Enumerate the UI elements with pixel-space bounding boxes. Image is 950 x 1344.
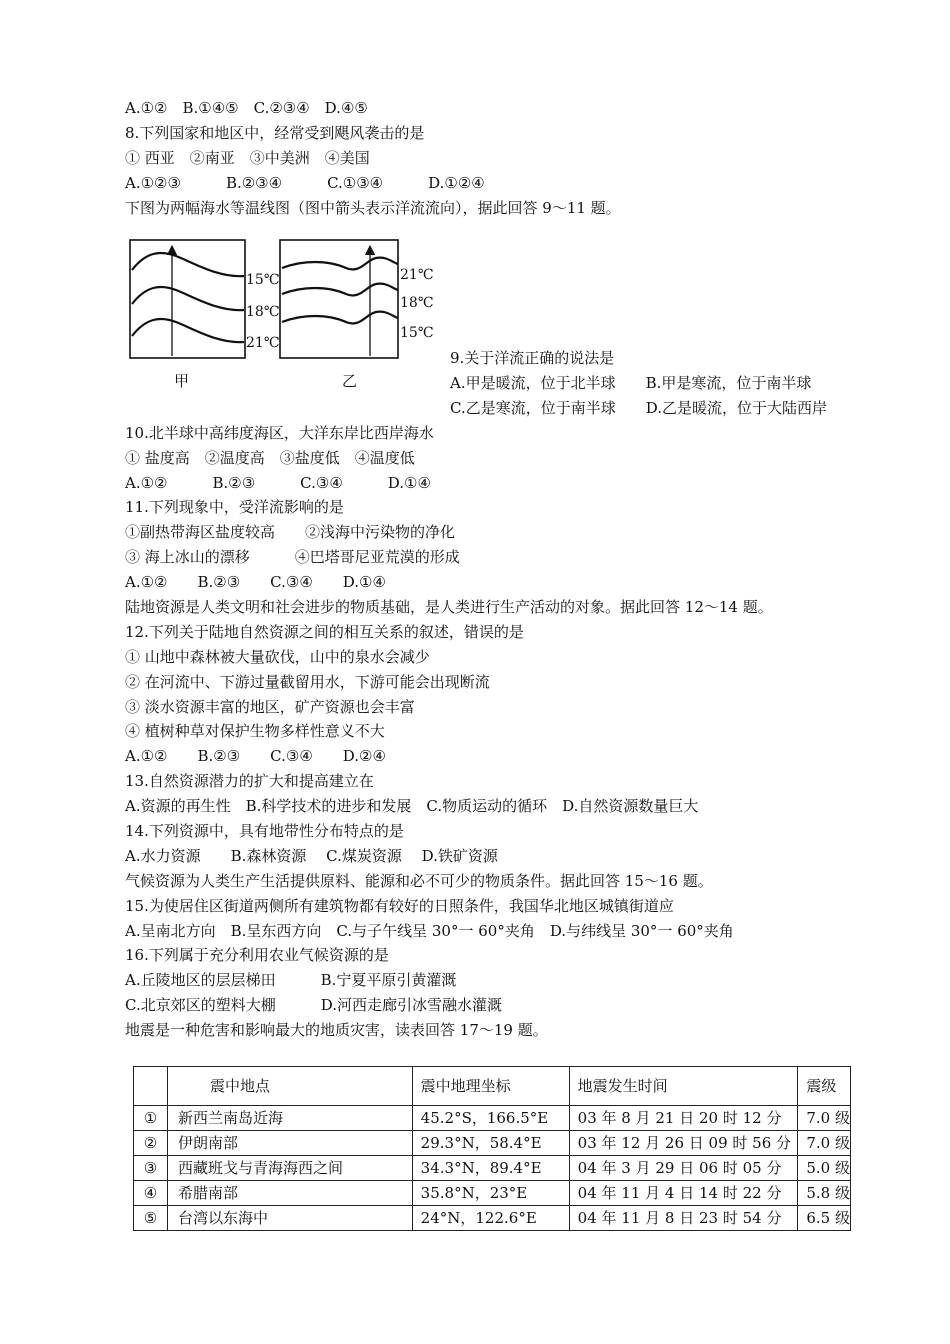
q11-stem: 11.下列现象中，受洋流影响的是 [125,498,344,516]
q10-items: ① 盐度高 ②温度高 ③盐度低 ④温度低 [125,449,415,467]
right-isotherm-label-2: 18℃ [400,295,434,311]
row-time: 03 年 12 月 26 日 09 时 56 分 [569,1131,798,1156]
row-coordinates: 35.8°N，23°E [412,1181,569,1206]
table-header-location: 震中地点 [168,1067,413,1106]
row-time: 03 年 8 月 21 日 20 时 12 分 [569,1106,798,1131]
q12-item-3: ③ 淡水资源丰富的地区，矿产资源也会丰富 [125,698,415,716]
left-figure-label: 甲 [174,372,190,390]
table-row [134,1181,851,1206]
q8-items: ① 西亚 ②南亚 ③中美洲 ④美国 [125,149,370,167]
left-isotherm-label-2: 18℃ [246,304,280,320]
row-magnitude: 5.0 级 [798,1156,851,1181]
table-header-time: 地震发生时间 [569,1067,798,1106]
row-magnitude: 5.8 级 [798,1181,851,1206]
q14-stem: 14.下列资源中，具有地带性分布特点的是 [125,822,404,840]
table-row [134,1206,851,1231]
row-magnitude: 6.5 级 [798,1206,851,1231]
right-isotherm-label-3: 15℃ [400,325,434,341]
left-isotherm-2 [132,287,244,310]
q8-options: A.①②③ B.②③④ C.①③④ D.①②④ [125,174,485,192]
row-index: ⑤ [134,1206,168,1231]
table-row [134,1106,851,1131]
q12-stem: 12.下列关于陆地自然资源之间的相互关系的叙述，错误的是 [125,623,524,641]
figure-intro: 下图为两幅海水等温线图（图中箭头表示洋流流向），据此回答 9～11 题。 [125,199,621,217]
row-coordinates: 24°N，122.6°E [412,1206,569,1231]
q11-options: A.①② B.②③ C.③④ D.①④ [125,573,386,591]
row-location: 西藏班戈与青海海西之间 [168,1156,413,1181]
row-location: 伊朗南部 [168,1131,413,1156]
table-row [134,1156,851,1181]
q12-item-1: ① 山地中森林被大量砍伐，山中的泉水会减少 [125,648,430,666]
q11-items-1: ①副热带海区盐度较高 ②浅海中污染物的净化 [125,523,456,541]
right-isotherm-1 [282,258,398,270]
right-isotherm-label-1: 21℃ [400,267,434,283]
q16-options-row1: A.丘陵地区的层层梯田 B.宁夏平原引黄灌溉 [125,971,457,989]
q7-options: A.①② B.①④⑤ C.②③④ D.④⑤ [125,99,368,117]
row-index: ② [134,1131,168,1156]
q12-item-4: ④ 植树种草对保护生物多样性意义不大 [125,722,385,740]
q12-item-2: ② 在河流中、下游过量截留用水，下游可能会出现断流 [125,673,490,691]
row-location: 台湾以东海中 [168,1206,413,1231]
left-isotherm-label-1: 15℃ [246,272,280,288]
row-location: 希腊南部 [168,1181,413,1206]
q9-stem: 9.关于洋流正确的说法是 [450,349,615,367]
row-time: 04 年 3 月 29 日 06 时 05 分 [569,1156,798,1181]
q13-options: A.资源的再生性 B.科学技术的进步和发展 C.物质运动的循环 D.自然资源数量巨大 [125,797,699,815]
table-row [134,1131,851,1156]
q13-stem: 13.自然资源潜力的扩大和提高建立在 [125,772,374,790]
right-isotherm-2 [282,284,398,296]
row-magnitude: 7.0 级 [798,1131,851,1156]
q16-stem: 16.下列属于充分利用农业气候资源的是 [125,946,389,964]
q16-options-row2: C.北京郊区的塑料大棚 D.河西走廊引冰雪融水灌溉 [125,996,502,1014]
table-header-coordinates: 震中地理坐标 [412,1067,569,1106]
right-figure-label: 乙 [342,372,358,390]
q15-stem: 15.为使居住区街道两侧所有建筑物都有较好的日照条件，我国华北地区城镇街道应 [125,897,674,915]
row-time: 04 年 11 月 8 日 23 时 54 分 [569,1206,798,1231]
table-header-index [134,1067,168,1106]
table-header-magnitude: 震级 [798,1067,851,1106]
row-location: 新西兰南岛近海 [168,1106,413,1131]
left-isotherm-3 [132,319,244,342]
table-header-row [134,1067,851,1106]
q10-options: A.①② B.②③ C.③④ D.①④ [125,474,431,492]
q15-options: A.呈南北方向 B.呈东西方向 C.与子午线呈 30°一 60°夹角 D.与纬线呈 30°一 60°夹角 [125,922,734,940]
left-isotherm-label-3: 21℃ [246,335,280,351]
q9-options-row1: A.甲是暖流，位于北半球 B.甲是寒流，位于南半球 [450,374,812,392]
row-coordinates: 45.2°S，166.5°E [412,1106,569,1131]
row-index: ④ [134,1181,168,1206]
q12-options: A.①② B.②③ C.③④ D.②④ [125,747,386,765]
q9-options-row2: C.乙是寒流，位于南半球 D.乙是暖流，位于大陆西岸 [450,399,827,417]
land-resources-intro: 陆地资源是人类文明和社会进步的物质基础，是人类进行生产活动的对象。据此回答 12～14 题。 [125,598,773,616]
q14-options: A.水力资源 B.森林资源 C.煤炭资源 D.铁矿资源 [125,847,498,865]
row-coordinates: 34.3°N，89.4°E [412,1156,569,1181]
climate-resources-intro: 气候资源为人类生产生活提供原料、能源和必不可少的物质条件。据此回答 15～16 题。 [125,872,713,890]
row-index: ① [134,1106,168,1131]
row-coordinates: 29.3°N，58.4°E [412,1131,569,1156]
row-time: 04 年 11 月 4 日 14 时 22 分 [569,1181,798,1206]
row-magnitude: 7.0 级 [798,1106,851,1131]
q11-items-2: ③ 海上冰山的漂移 ④巴塔哥尼亚荒漠的形成 [125,548,460,566]
q8-stem: 8.下列国家和地区中，经常受到飓风袭击的是 [125,124,425,142]
right-isotherm-3 [282,312,398,324]
q10-stem: 10.北半球中高纬度海区，大洋东岸比西岸海水 [125,424,434,442]
earthquake-table [133,1066,851,1231]
row-index: ③ [134,1156,168,1181]
left-isotherm-1 [132,253,244,276]
earthquake-intro: 地震是一种危害和影响最大的地质灾害，读表回答 17～19 题。 [125,1021,548,1039]
